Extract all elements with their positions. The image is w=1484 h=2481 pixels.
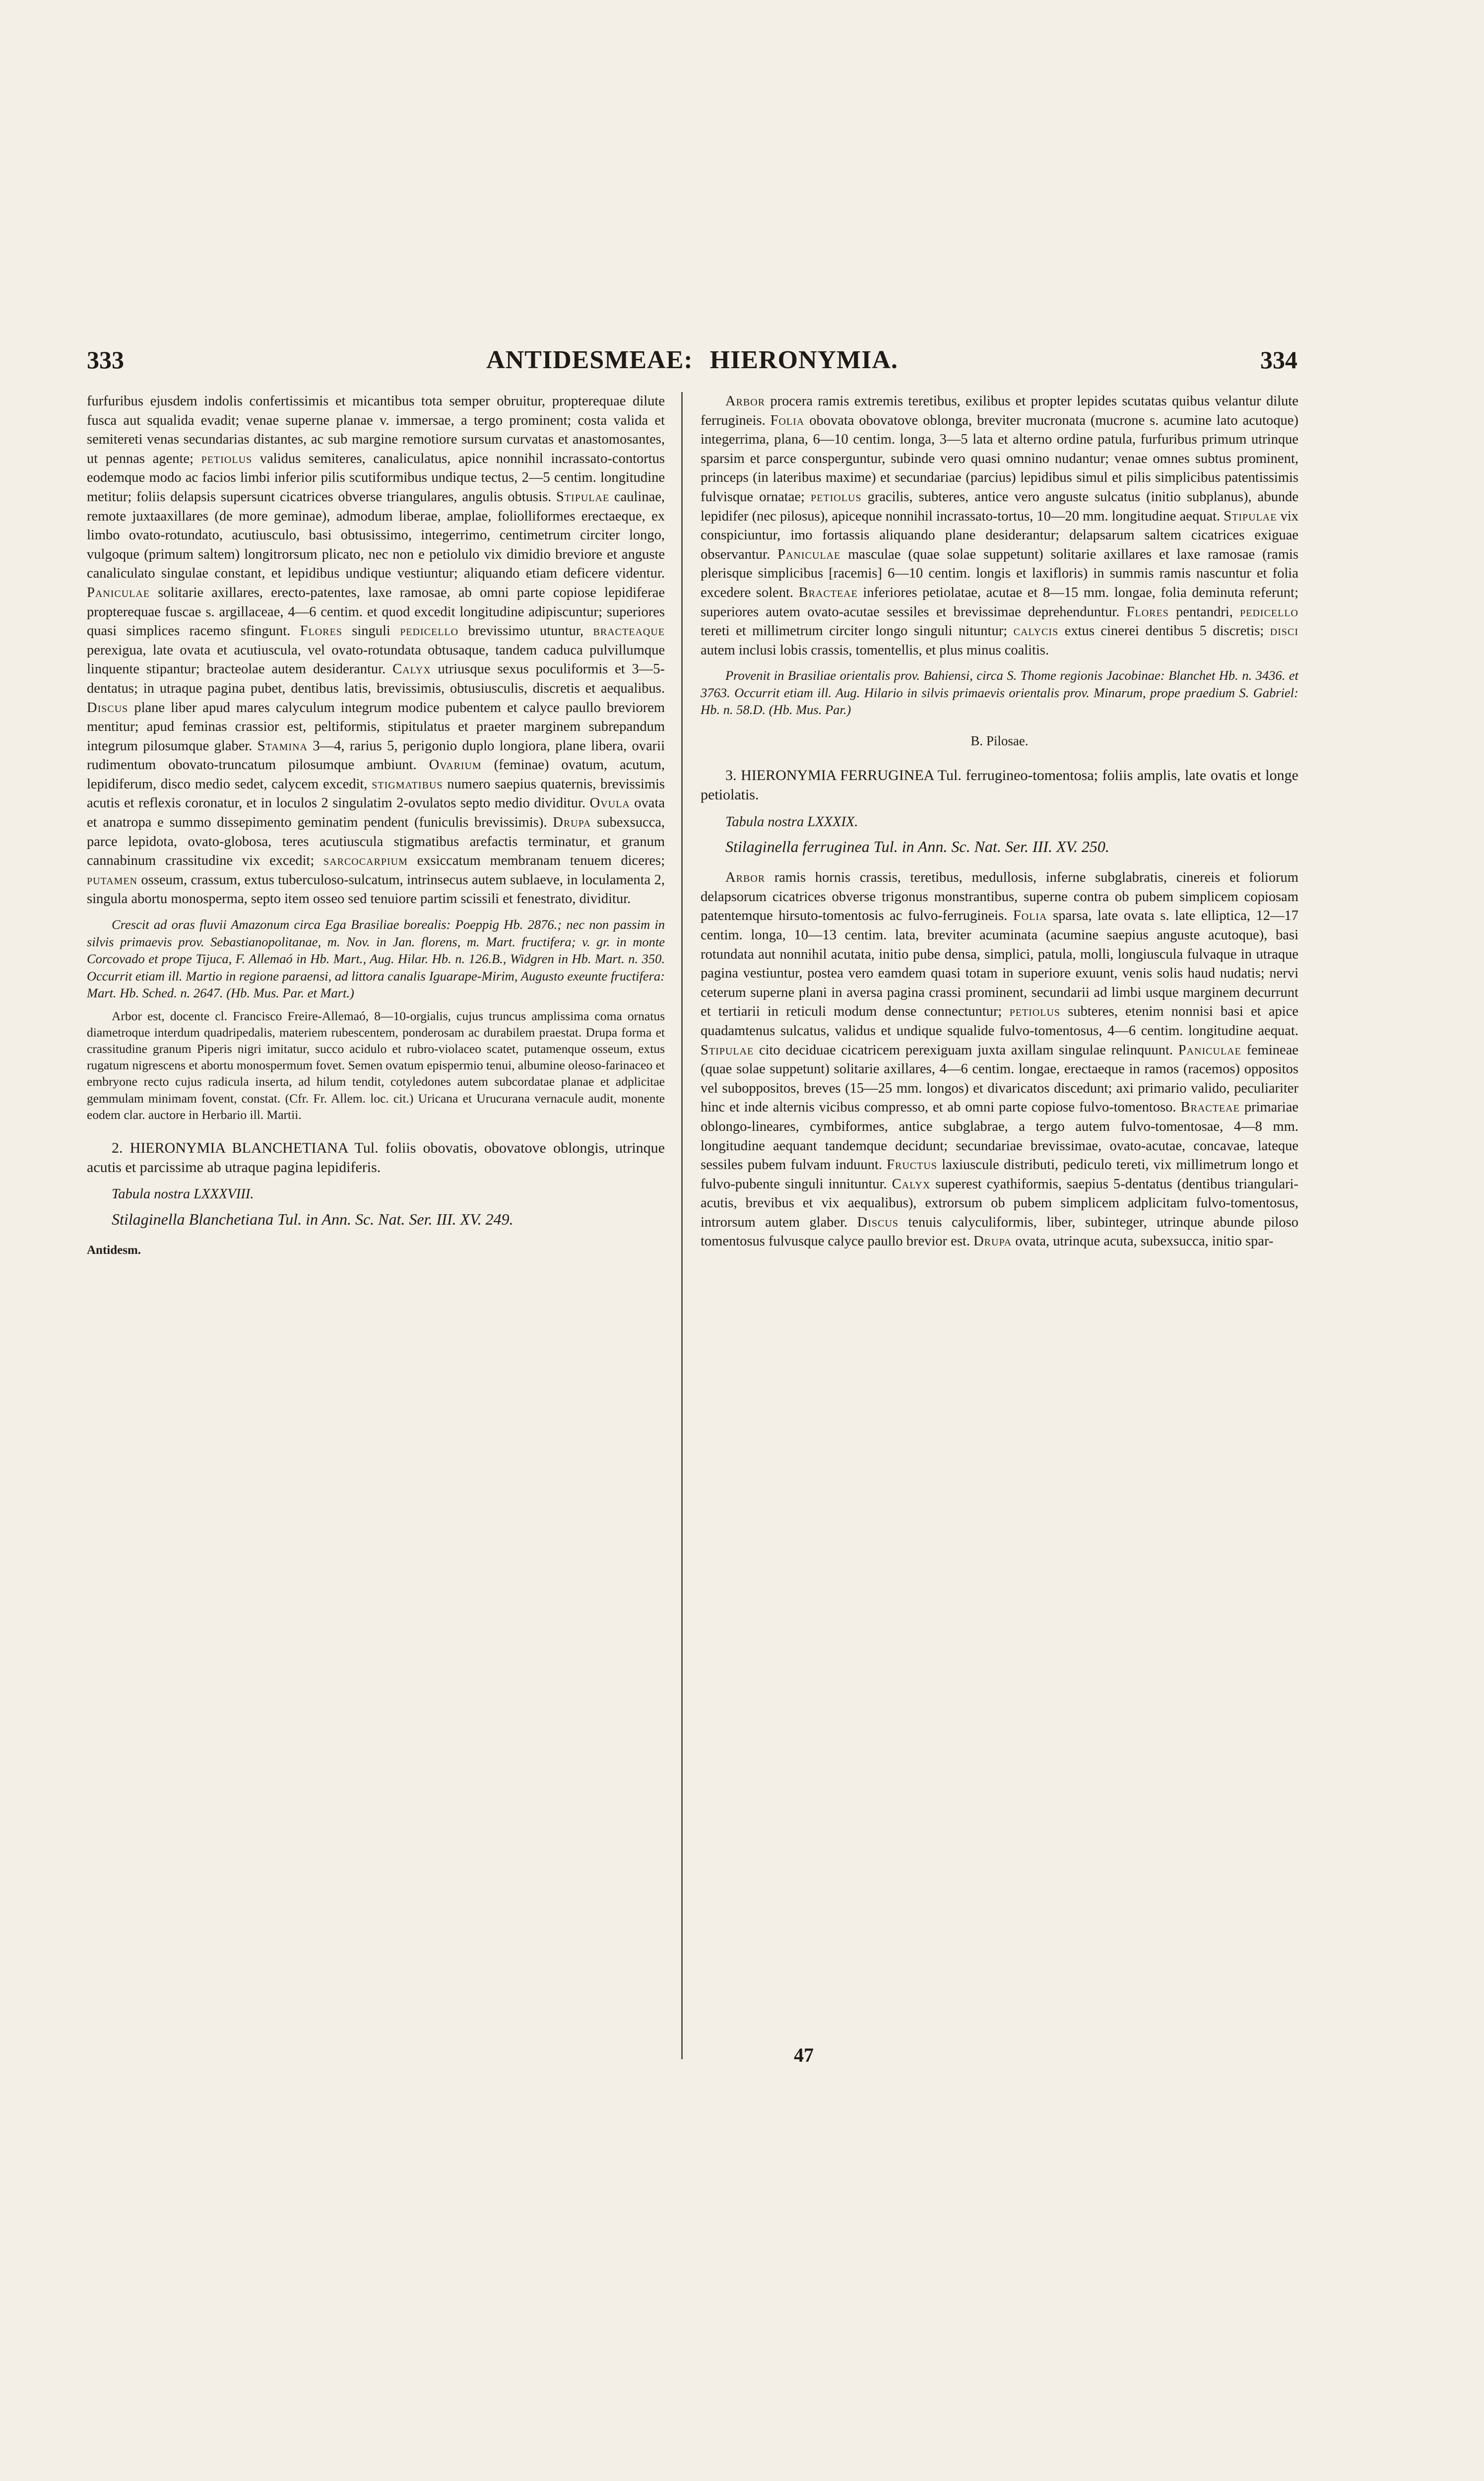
text-run: sparsa, late ovata s. late elliptica, 12—17 centim. longa, 10—13 centim. lata, breviter acuminata (acumine saepius anguste acutoque), basi rotundata aut nonnihil acutata, initio pube densa, simplici, patula, molli, longiuscula fulvaque in utraque pagina vestiuntur, postea vero eamdem quasi totam in superiore exuunt, venis solis haud nudatis; nervi ceterum superne plani in aversa pagina crassi prominent, secundarii ad limbi usque marginem decurrunt et tertiarii in reticuli modum dense connectuntur; (701, 908, 1299, 1020)
term-disci: disci (1270, 623, 1299, 639)
term-flores: Flores (300, 623, 342, 639)
section-subheading: B. Pilosae. (970, 733, 1029, 748)
term-sarcocarpium: sarcocarpium (323, 853, 408, 869)
text-run: osseum, crassum, extus tuberculoso-sulcatum, intrinsecus autem sublaeve, in loculamenta 2, singula abortu monosperma, septo item osseo sed tenuiore partim scissili et fenestrato, dividitur. (87, 872, 665, 907)
term-bracteae: Bracteae (798, 585, 858, 600)
text-run: ovata, utrinque acuta, subexsucca, initio spar- (1015, 1234, 1274, 1249)
text-run: gracilis, subteres, antice vero anguste sulcatus (initio subplanus), abunde lepidifer (nec pilosus), apiceque nonnihil incrassato-tortus, 10—20 mm. longitudine aequat. (701, 489, 1298, 524)
text-run: 3—4, rarius 5, perigonio duplo longiora, plane libera, ovarii rudimentum obovato-truncatum pilosumque ambiunt. (87, 738, 665, 773)
text-run: utriusque sexus poculiformis et 3—5-dentatus; in utraque pagina pubet, dentibus latis, brevissimis, obtusiusculis, discretis et aequalibus. (87, 661, 665, 696)
term-bracteae: Bracteae (1180, 1100, 1240, 1115)
term-ovula: Ovula (589, 795, 630, 811)
text-run: ovata et anatropa e summo dissepimento geminatim pendent (funiculis brevissimis). (87, 795, 665, 831)
synonym-citation: Stilaginella ferruginea Tul. in Ann. Sc. Nat. Ser. III. XV. 250. (725, 838, 1109, 856)
text-run: inferiores petiolatae, acutae et 8—15 mm. longae, folia deminuta referunt; superiores autem ovato-acutae sessiles et brevissimae deprehenduntur. (701, 585, 1298, 620)
text-run: plane liber apud mares calyculum integrum modice pubentem et calyce paullo breviorem mentitur; apud feminas crassior est, peltiformis, stipitulatus et praeter marginem subrepandum integrum pilosumque glaber. (87, 700, 665, 754)
term-stigmatibus: stigmatibus (372, 776, 443, 792)
term-petiolus: petiolus (201, 451, 253, 466)
term-calycis: calycis (1013, 623, 1059, 639)
text-run: cito deciduae cicatricem perexiguam juxta axillam singulae relinquunt. (759, 1042, 1173, 1058)
locality-paragraph: Crescit ad oras fluvii Amazonum circa Ega Brasiliae borealis: Poeppig Hb. 2876.; nec non passim in silvis primaevis prov. Sebastianopolitanae, m. Nov. in Jan. florens, m. Mart. fructifera; v. gr. in monte Corcovado et prope Tijuca, F. Allemaó in Hb. Mart., Aug. Hilar. Hb. n. 126.B., Widgren in Hb. Mart. n. 350. Occurrit etiam ill. Martio in regione paraensi, ad littora canalis Iguarape-Mirim, Augusto exeunte fructifera: Mart. Hb. Sched. n. 2647. (Hb. Mus. Par. et Mart.) (87, 917, 665, 1001)
description-paragraph (87, 392, 665, 909)
term-petiolus: petiolus (811, 489, 862, 505)
text-run: autem inclusi lobis crassis, tomentellis, et plus minus coalitis. (701, 642, 1049, 658)
term-arbor: Arbor (725, 393, 766, 409)
folio-number: 47 (794, 2044, 814, 2066)
plate-reference: Tabula nostra LXXXIX. (725, 814, 858, 830)
text-run: pentandri, (1176, 604, 1233, 620)
term-ovarium: Ovarium (429, 757, 482, 773)
species-heading: 3. HIERONYMIA FERRUGINEA Tul. ferrugineo-tomentosa; foliis amplis, late ovatis et longe petiolatis. (701, 767, 1298, 803)
running-header (87, 345, 1297, 380)
description-paragraph (701, 392, 1298, 660)
synonym-citation: Stilaginella Blanchetiana Tul. in Ann. Sc. Nat. Ser. III. XV. 249. (112, 1210, 514, 1228)
text-run: (feminae) ovatum, acutum, lepidiferum, disco medio sedet, calycem excedit, (87, 757, 665, 792)
text-run: masculae (quae solae suppetunt) solitarie axillares et laxe ramosae (ramis plerisque simplicibus [racemis] 6—10 centim. longis et laxifloris) in summis ramis nascuntur et folia excedere solent. (701, 546, 1298, 600)
text-run: caulinae, remote juxtaaxillares (de more geminae), admodum liberae, amplae, foliolliformes erectaeque, ex limbo ovato-rotundato, acutiusculo, basi obtusissimo, integerrimo, centimetrum circiter longo, vulgoque (primum saltem) longitrorsum plicato, nec non e petiolulo vix dimidio breviore et anguste canaliculato singulae constant, et lepidibus undique vestiuntur; aliquando etiam deficere videntur. (87, 489, 665, 582)
text-run: subexsucca, parce lepidota, ovato-globosa, teres acutiuscula stigmatibus arefactis terminatur, et granum cannabinum crassitudine vix excedit; (87, 815, 665, 869)
term-calyx: Calyx (892, 1176, 931, 1192)
text-run: solitarie axillares, erecto-patentes, laxe ramosae, ab omni parte copiose lepidiferae propterequae fuscae s. argillaceae, 4—6 centim. et quod excedit longitudine adipiscuntur; superiores quasi simplices racemo sfingunt. (87, 585, 665, 639)
text-run: furfuribus ejusdem indolis confertissimis et micantibus tota semper obruitur, propterequae dilute fusca aut squalida evadit; venae superne planae v. immersae, a tergo prominent; costa valida et semitereti venas secundarias distantes, ac sub margine remotiore sursum curvatas et anastomosantes, ut pennas agente; (87, 393, 665, 466)
species-heading: 2. HIERONYMIA BLANCHETIANA Tul. foliis obovatis, obovatove oblongis, utrinque acutis et parcissime ab utraque pagina lepidiferis. (87, 1139, 665, 1175)
right-column (701, 392, 1298, 1251)
text-run: procera ramis extremis teretibus, exilibus et propter lepides scutatas quibus velantur dilute ferrugineis. (701, 393, 1298, 428)
term-drupa: Drupa (973, 1234, 1012, 1249)
text-run: vix conspiciuntur, imo fortassis aliquando plane desiderantur; delapsarum saltem cicatrices exiguae observantur. (701, 508, 1299, 562)
running-title: ANTIDESMEAE: HIERONYMIA. (486, 346, 898, 374)
text-run: perexigua, late ovata et acutiuscula, vel ovato-rotundata obtusaque, tandem caduca pulvillumque linquente stipantur; bracteolae autem desiderantur. (87, 642, 665, 677)
term-fructus: Fructus (887, 1157, 937, 1173)
text-run: singuli (352, 623, 390, 639)
page-number-right: 334 (1260, 346, 1297, 374)
text-run: superest cyathiformis, saepius 5-dentatus (dentibus triangulari-acutis, brevibus et vix aequalibus), extrorsum ob pubem simplicem adplicitam fulvo-tomentosus, introrsum autem glaber. (701, 1176, 1298, 1230)
text-run: exsiccatum membranam tenuem diceres; (417, 853, 665, 869)
term-stipulae: Stipulae (556, 489, 610, 505)
term-discus: Discus (857, 1214, 899, 1230)
term-calyx: Calyx (392, 661, 431, 677)
text-run: femineae (quae solae suppetunt) solitarie axillares, 4—6 centim. longae, erectaeque in ramos (racemos) oppositos vel suboppositos, breves (15—25 mm. longos) et divaricatos discedunt; axi primario valido, peculiariter hinc et inde alternis vicibus compresso, et ab omni parte copiose fulvo-tomentoso. (701, 1042, 1299, 1115)
term-folia: Folia (770, 412, 805, 428)
text-run: tereti et millimetrum circiter longo singuli nituntur; (701, 623, 1008, 639)
text-run: primariae oblongo-lineares, cymbiformes, antice subglabrae, a tergo autem fulvo-tomentosae, 4—8 mm. longitudine aequant tandemque decidunt; secundariae brevissimae, ovato-acutae, concavae, lateque sessiles pubem fulvam induunt. (701, 1100, 1299, 1173)
term-bracteaque: bracteaque (593, 623, 665, 639)
note-paragraph: Arbor est, docente cl. Francisco Freire-Allemaó, 8—10-orgialis, cujus truncus amplissima coma ornatus diametroque interdum quadripedalis, materiem rubescentem, ponderosam ac durabilem praestat. Drupa forma et crassitudine granum Piperis nigri imitatur, succo acidulo et rubro-violaceo scatet, putamenque osseum, extus rugatum nigrescens et abortu monospermum fovet. Semen ovatum epispermio tenui, albumine oleoso-farinaceo et embryone recto cujus radicula inserta, ad hilum tendit, cotyledones autem subcordatae planae et adplicitae gemmulam minimam fovent, constat. (Cfr. Fr. Allem. loc. cit.) Uricana et Urucurana vernacule audit, monente eodem clar. auctore in Herbario ill. Martii. (87, 1008, 665, 1122)
term-petiolus: petiolus (1009, 1004, 1061, 1020)
term-putamen: putamen (87, 872, 138, 888)
text-run: subteres, etenim nonnisi basi et apice quadamtenus sulcatus, validus et undique squalide fulvo-tomentosus, 4—6 centim. longitudine aequat. (701, 1004, 1299, 1039)
locality-paragraph: Provenit in Brasiliae orientalis prov. Bahiensi, circa S. Thome regionis Jacobinae: Blanchet Hb. n. 3436. et 3763. Occurrit etiam ill. Aug. Hilario in silvis primaevis orientalis prov. Minarum, prope praedium S. Gabriel: Hb. n. 58.D. (Hb. Mus. Par.) (701, 668, 1298, 718)
left-column (87, 392, 665, 1260)
signature-mark: Antidesm. (87, 1243, 141, 1257)
term-stipulae: Stipulae (1224, 508, 1277, 524)
column-divider (681, 392, 683, 2059)
term-drupa: Drupa (553, 815, 591, 831)
text-run: extus cinerei dentibus 5 discretis; (1064, 623, 1264, 639)
term-flores: Flores (1126, 604, 1169, 620)
term-paniculae: Paniculae (87, 585, 150, 600)
term-pedicello: pedicello (400, 623, 459, 639)
text-run: laxiuscule distributi, pediculo tereti, vix millimetrum longo et fulvo-pubente singuli innituntur. (701, 1157, 1299, 1192)
text-run: ramis hornis crassis, teretibus, medullosis, inferne subglabratis, cinereis et foliorum delapsorum cicatrices obverse trigonus monstrantibus, superne contra ob pubem simplicem copiosam patentemque hirsuto-tomentosis ac fulvo-ferrugineis. (701, 870, 1299, 924)
term-discus: Discus (87, 700, 129, 716)
text-run: validus semiteres, canaliculatus, apice nonnihil incrassato-contortus eodemque modo ac facios limbi inferior pilis scutiformibus undique tectus, 2—5 centim. longitudine metitur; foliis delapsis supersunt cicatrices obverse triangulares, angulis obtusis. (87, 451, 665, 505)
term-paniculae: Paniculae (777, 546, 841, 562)
term-paniculae: Paniculae (1178, 1042, 1241, 1058)
term-arbor: Arbor (725, 870, 766, 886)
term-stamina: Stamina (257, 738, 308, 754)
text-run: obovata obovatove oblonga, breviter mucronata (mucrone s. acumine lato acutoque) integerrima, plana, 6—10 centim. longa, 3—5 lata et alterno ordine patula, furfuribus primum utrinque sparsim et parce consperguntur, subinde vero quasi omnino nudantur; venae omnes subtus prominent, princeps (in lateribus maxime) et secundariae (parcius) lepidibus simul et pilis simplicibus patentissimis fulvisque ornatae; (701, 412, 1298, 505)
text-run: tenuis calyculiformis, liber, subinteger, utrinque abunde piloso tomentosus fulvusque calyce paullo brevior est. (701, 1214, 1298, 1249)
description-paragraph (701, 868, 1298, 1251)
text-run: numero saepius quaternis, brevissimis acutis et reflexis coronatur, et in loculos 2 singulatim 2-ovulatos septo medio dividitur. (87, 776, 665, 811)
term-folia: Folia (1013, 908, 1047, 924)
text-run: brevissimo utuntur, (468, 623, 584, 639)
plate-reference: Tabula nostra LXXXVIII. (112, 1186, 254, 1202)
page-number-left: 333 (87, 346, 124, 374)
term-pedicello: pedicello (1240, 604, 1299, 620)
term-stipulae: Stipulae (701, 1042, 754, 1058)
